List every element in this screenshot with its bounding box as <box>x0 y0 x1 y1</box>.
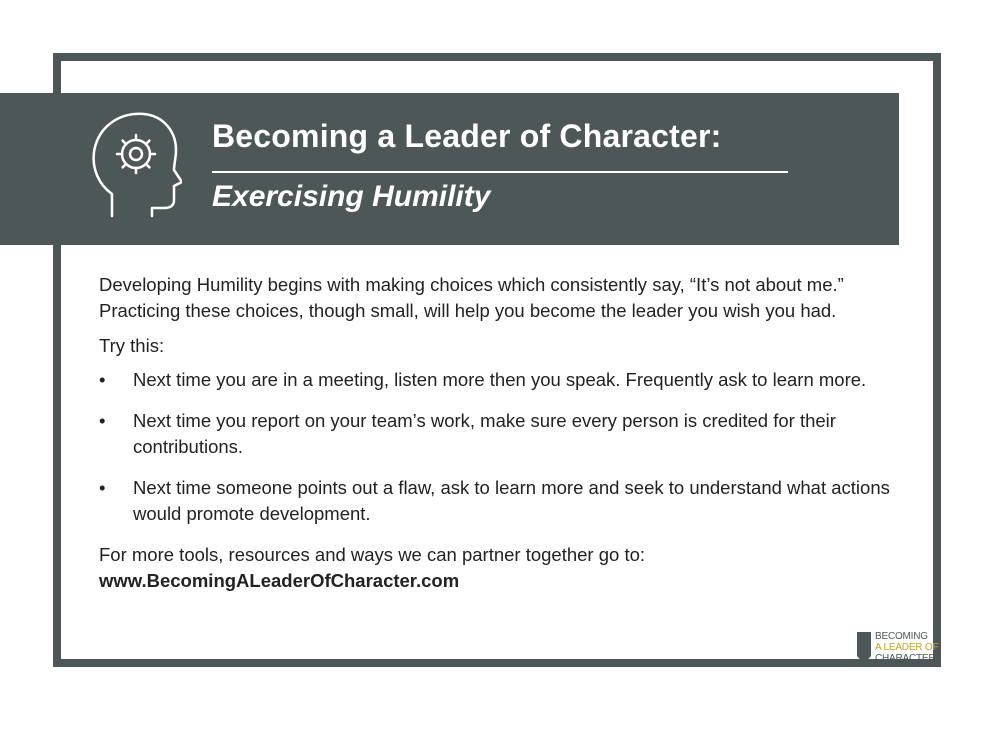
bullet-glyph: • <box>99 410 106 431</box>
try-this-text: Try this <box>99 335 159 356</box>
page-title: Becoming a Leader of Character: <box>212 118 722 154</box>
tip-text: Next time you are in a meeting, listen more then you speak. Frequently ask to learn more. <box>133 369 867 390</box>
list-item <box>99 408 911 460</box>
tip-text: Next time you report on your team’s work, make sure every person is credited for their contributions. <box>133 410 836 457</box>
tip-text: Next time someone points out a flaw, ask to learn more and seek to understand what actions would promote development. <box>133 477 890 524</box>
list-item <box>99 475 911 527</box>
try-this-colon: : <box>158 335 165 356</box>
main-content <box>99 272 911 594</box>
bullet-glyph: • <box>99 369 106 390</box>
intro-paragraph: Developing Humility begins with making choices which consistently say, “It’s not about me.” Practicing these choices, though small, will help you become the leader you wish you had. <box>99 274 844 321</box>
brand-logo <box>857 630 947 670</box>
list-item <box>99 367 911 393</box>
website-link[interactable]: www.BecomingALeaderOfCharacter.com <box>99 570 460 591</box>
logo-wordmark <box>875 631 938 664</box>
logo-line-2: A LEADER OF <box>875 642 939 653</box>
logo-line-1: BECOMING <box>875 631 928 642</box>
page-subtitle: Exercising Humility <box>212 180 491 213</box>
shield-icon <box>857 632 871 664</box>
tips-list <box>99 367 911 527</box>
title-divider <box>212 171 788 173</box>
logo-line-3: CHARACTER <box>875 653 936 664</box>
head-with-gear-icon <box>90 110 182 222</box>
footer-text: For more tools, resources and ways we can partner together go to: <box>99 544 646 565</box>
try-this-label <box>99 333 911 359</box>
bullet-glyph: • <box>99 477 106 498</box>
